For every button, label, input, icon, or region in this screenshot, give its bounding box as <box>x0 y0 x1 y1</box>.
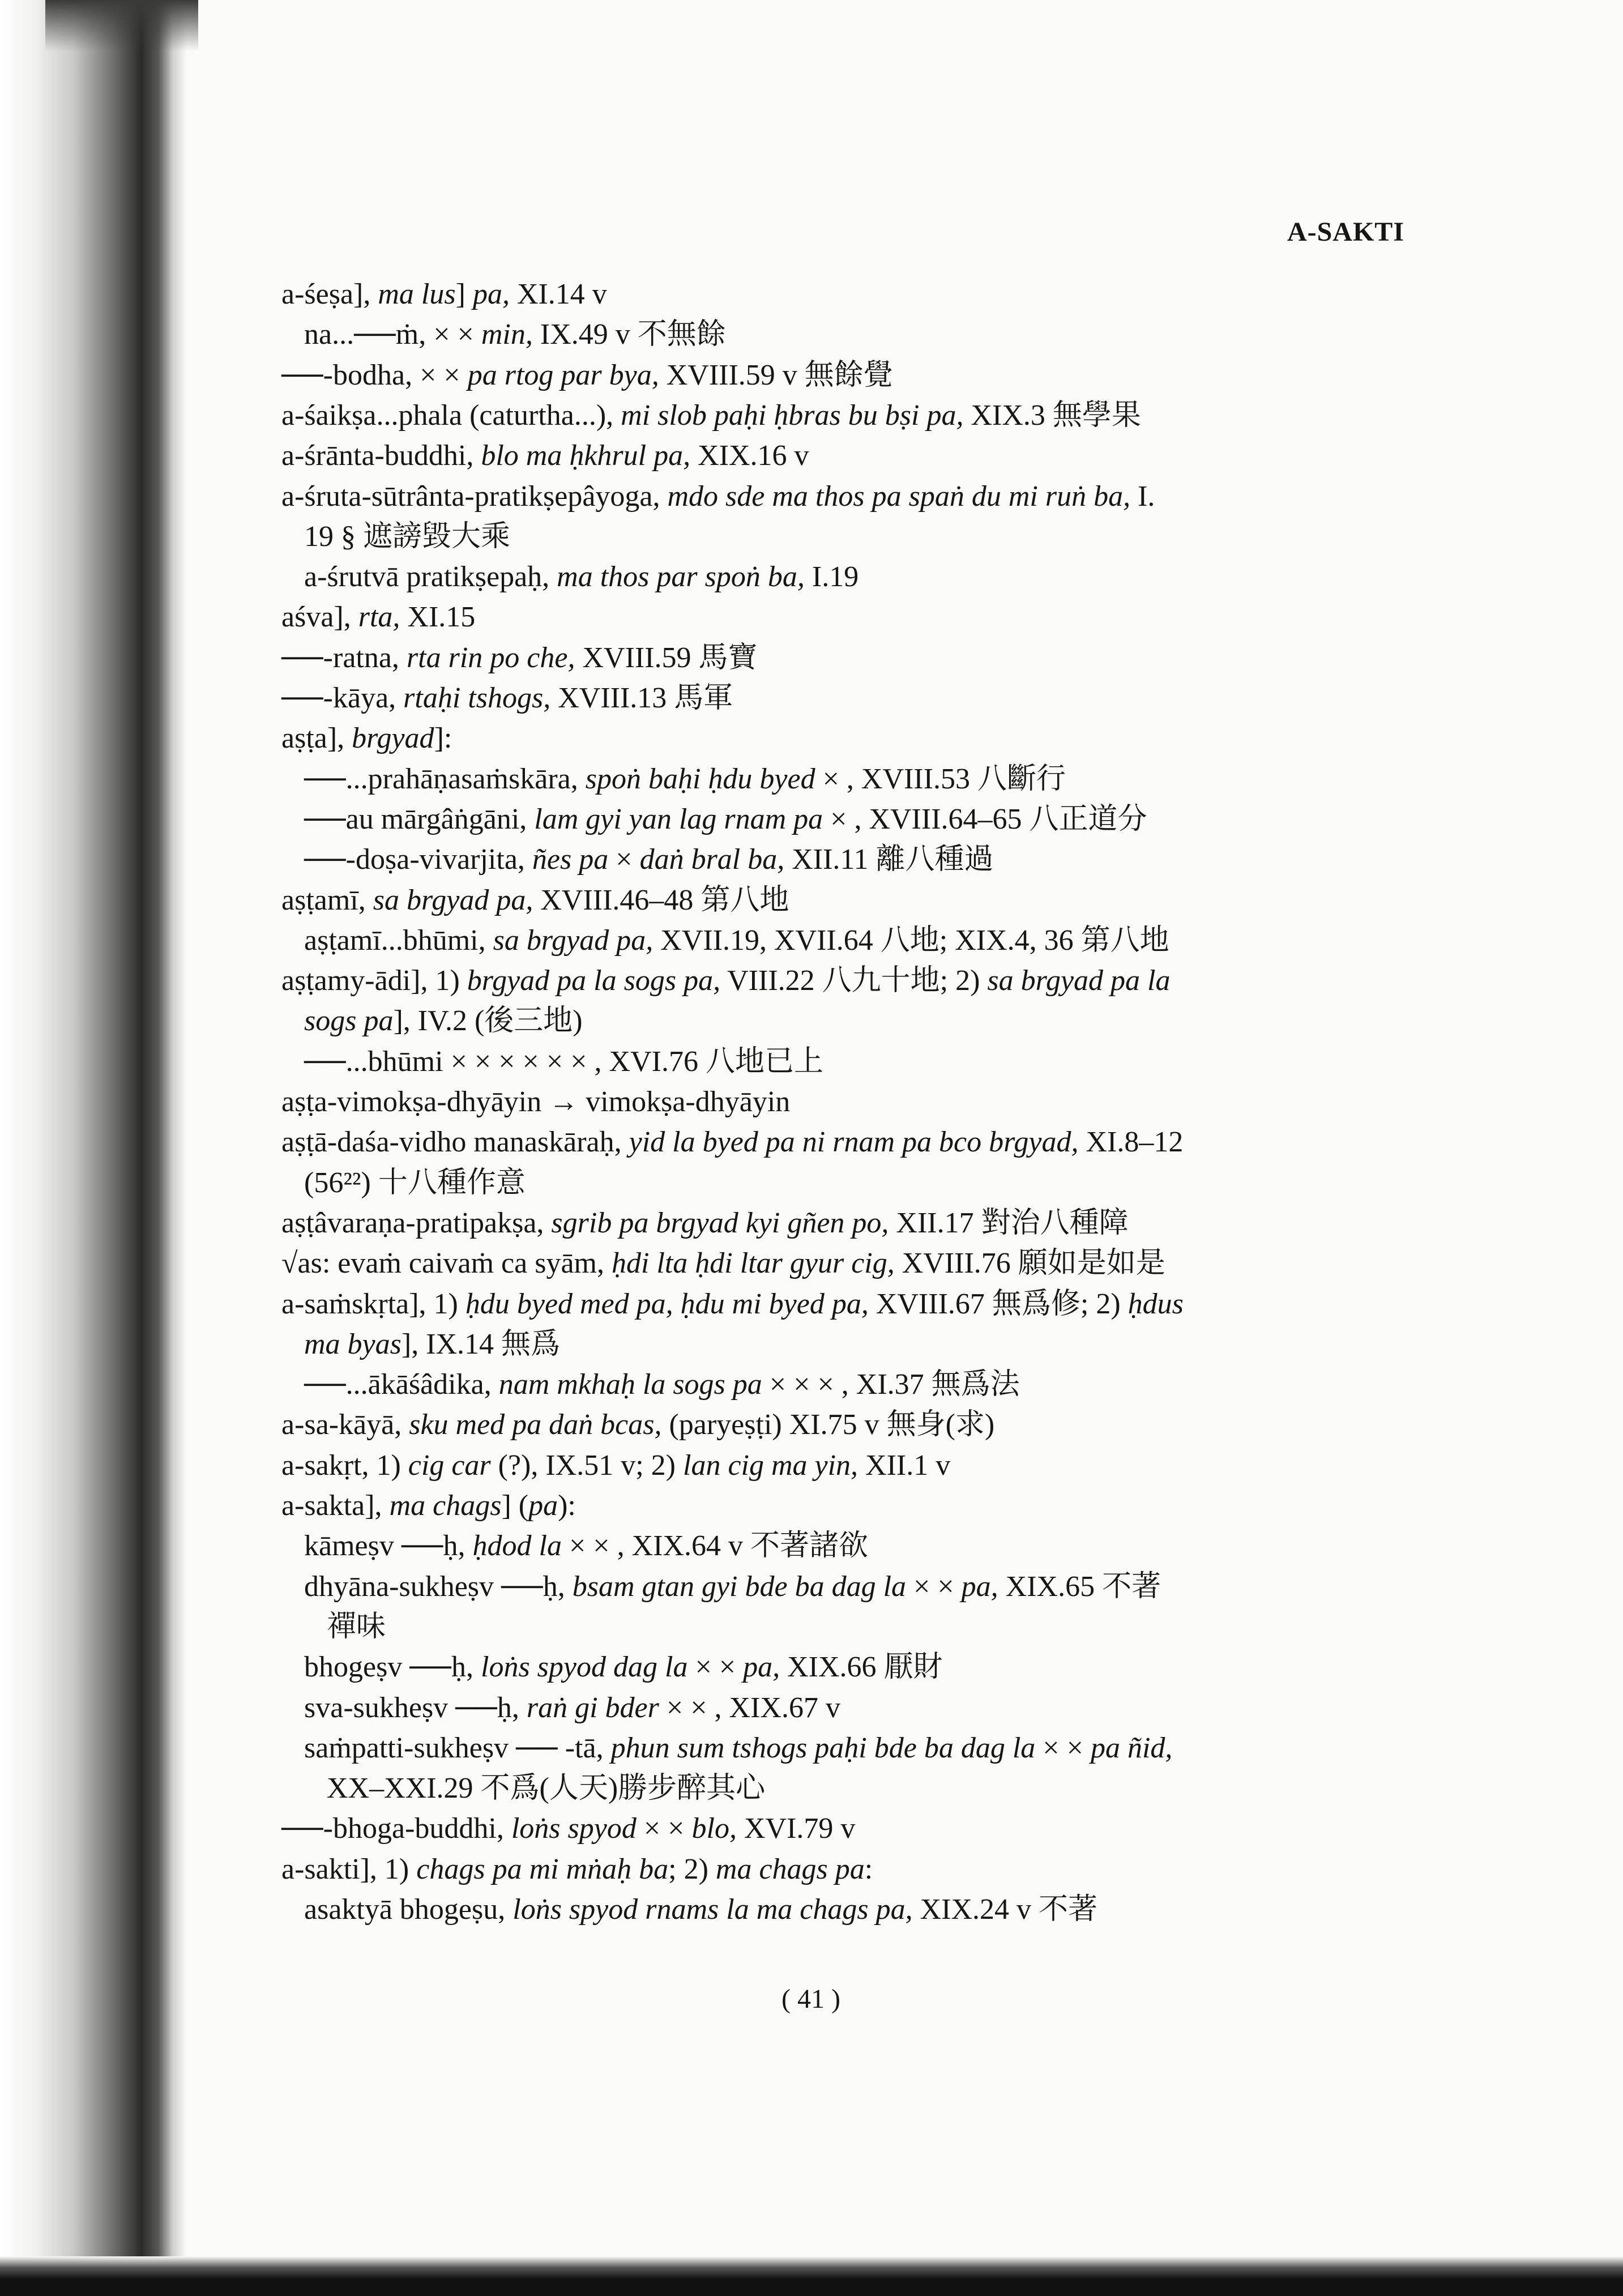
entry-line <box>304 1166 526 1200</box>
entry-text: IX.49 v 不無餘 <box>532 318 726 351</box>
entry-line <box>281 1853 873 1887</box>
tibetan-equivalent: ḥdu byed med pa, ḥdu mi byed pa, <box>465 1288 869 1320</box>
entry-text: × × <box>1035 1732 1091 1764</box>
entry-text: × × <box>636 1812 692 1845</box>
entry-text: XII.1 v <box>858 1449 951 1482</box>
entry-text: ; 2) <box>668 1853 716 1885</box>
entry-text: XIX.66 厭財 <box>780 1651 943 1683</box>
tibetan-equivalent: rta rin po che, <box>406 642 575 674</box>
entry-text: XVIII.59 馬寶 <box>575 642 758 674</box>
tibetan-equivalent: ma byas <box>304 1328 402 1360</box>
tibetan-equivalent: sa brgyad pa, <box>493 924 654 957</box>
tibetan-equivalent: brgyad pa la sogs pa, <box>467 965 721 997</box>
entry-text: XVIII.13 馬軍 <box>550 682 733 714</box>
entry-line <box>304 318 726 352</box>
entry-text: ] ( <box>501 1490 529 1522</box>
entry-text: XIX.16 v <box>690 439 809 472</box>
entry-text: × , XVIII.64–65 八正道分 <box>823 803 1147 835</box>
entry-line <box>304 843 994 877</box>
entry-text: XI.8–12 <box>1078 1126 1184 1158</box>
entry-text: a-sakṛt, 1) <box>281 1449 408 1482</box>
entry-line <box>281 1408 994 1442</box>
entry-line <box>304 560 859 594</box>
entry-text: ──...ākāśâdika, <box>304 1368 499 1401</box>
tibetan-equivalent: mdo sde ma thos pa spaṅ du mi ruṅ ba, <box>667 480 1131 513</box>
tibetan-equivalent: pa, <box>743 1651 780 1683</box>
entry-text: ] <box>455 278 473 310</box>
entry-text: XIX.3 無學果 <box>963 399 1141 432</box>
entry-text: × × <box>687 1651 744 1683</box>
entry-text: aṣṭamī, <box>281 884 373 916</box>
entry-text: × × <box>906 1571 962 1603</box>
entry-text: XI.14 v <box>509 278 607 310</box>
entry-text: XII.17 對治八種障 <box>889 1207 1129 1239</box>
entry-text: aṣṭa-vimokṣa-dhyāyin → vimokṣa-dhyāyin <box>281 1086 791 1118</box>
entry-text: aṣṭa], <box>281 722 352 754</box>
entry-text: a-śrutvā pratikṣepaḥ, <box>304 561 557 593</box>
entry-line <box>304 1328 560 1362</box>
tibetan-equivalent: blo, <box>691 1812 737 1845</box>
entry-line <box>327 1772 765 1806</box>
entry-line <box>304 1691 840 1725</box>
entry-line <box>281 600 475 634</box>
tibetan-equivalent: chags pa mi mṅaḥ ba <box>416 1853 669 1885</box>
entry-line <box>281 480 1155 514</box>
entry-line <box>281 681 733 715</box>
entry-text: ──-kāya, <box>281 682 404 714</box>
entry-line <box>281 964 1171 998</box>
tibetan-equivalent: ñes pa <box>532 843 609 876</box>
entry-text: dhyāna-sukheṣv ──ḥ, <box>304 1571 573 1603</box>
entry-text: I. <box>1130 480 1155 513</box>
entry-line <box>304 1570 1161 1604</box>
entry-line <box>281 1247 1165 1281</box>
entry-text: (?), IX.51 v; 2) <box>490 1449 683 1482</box>
entry-text: ], IV.2 (後三地) <box>393 1005 583 1037</box>
entry-line <box>304 520 510 554</box>
entry-text: saṁpatti-sukheṣv ── -tā, <box>304 1732 611 1764</box>
entry-line <box>281 399 1141 433</box>
entry-line <box>281 1812 855 1846</box>
entry-line <box>281 1206 1129 1240</box>
entry-text: × , XVIII.53 八斷行 <box>815 763 1066 795</box>
entry-line <box>281 1287 1184 1321</box>
entry-text: I.19 <box>804 561 859 593</box>
entry-text: ], IX.14 無爲 <box>401 1328 561 1360</box>
entry-text: XVIII.67 無爲修; 2) <box>868 1288 1128 1320</box>
entry-text: a-śrānta-buddhi, <box>281 439 481 472</box>
entry-text: kāmeṣv ──ḥ, <box>304 1530 473 1562</box>
entry-text: aṣṭamy-ādi], 1) <box>281 965 467 997</box>
tibetan-equivalent: rta, <box>358 601 400 633</box>
entry-line <box>304 762 1066 796</box>
entry-line <box>304 1893 1097 1927</box>
entry-text: XX–XXI.29 不爲(人天)勝步醉其心 <box>327 1772 766 1804</box>
entry-text: na...──ṁ, × × <box>304 318 481 351</box>
tibetan-equivalent: sogs pa <box>304 1005 394 1037</box>
entry-text: XII.11 離八種過 <box>784 843 994 876</box>
tibetan-equivalent: lan cig ma yin, <box>683 1449 859 1482</box>
entry-line <box>304 1529 868 1563</box>
tibetan-equivalent: cig car <box>408 1449 491 1482</box>
entry-line <box>281 439 809 473</box>
tibetan-equivalent: raṅ gi bder <box>526 1692 659 1724</box>
entry-line <box>281 1125 1183 1159</box>
tibetan-equivalent: spoṅ baḥi ḥdu byed <box>585 763 815 795</box>
entry-text: 禪味 <box>327 1611 386 1643</box>
tibetan-equivalent: sku med pa daṅ bcas, <box>409 1409 662 1441</box>
entry-text: a-saṁskṛta], 1) <box>281 1288 465 1320</box>
entry-text: a-śruta-sūtrânta-pratikṣepâyoga, <box>281 480 668 513</box>
entry-text: a-sa-kāyā, <box>281 1409 409 1441</box>
entry-text: VIII.22 八九十地; 2) <box>720 965 988 997</box>
entry-text: ──...prahāṇasaṁskāra, <box>304 763 586 795</box>
entry-line <box>304 1650 943 1684</box>
entry-text: XVII.19, XVII.64 八地; XIX.4, 36 第八地 <box>653 924 1169 957</box>
tibetan-equivalent: ḥdi lta ḥdi ltar gyur cig, <box>611 1247 895 1279</box>
tibetan-equivalent: pa <box>528 1490 558 1522</box>
entry-text: ──-doṣa-vivarjita, <box>304 843 532 876</box>
entry-line <box>281 1449 950 1483</box>
entry-text: √as: evaṁ caivaṁ ca syām, <box>281 1247 612 1279</box>
entry-line <box>304 1004 583 1038</box>
entry-text: (56²²) 十八種作意 <box>304 1167 526 1199</box>
entry-text: ──-bodha, × × <box>281 359 468 391</box>
entry-text: × × , XIX.64 v 不著諸欲 <box>561 1530 869 1562</box>
entry-text: aśva], <box>281 601 358 633</box>
tibetan-equivalent: yid la byed pa ni rnam pa bco brgyad, <box>629 1126 1079 1158</box>
entry-text: a-sakta], <box>281 1490 390 1522</box>
entry-text: XVIII.46–48 第八地 <box>533 884 789 916</box>
tibetan-equivalent: bsam gtan gyi bde ba dag la <box>572 1571 907 1603</box>
entry-text: ──...bhūmi × × × × × × , XVI.76 八地已上 <box>304 1045 823 1078</box>
tibetan-equivalent: ma thos par spoṅ ba, <box>557 561 805 593</box>
entry-text: × × , XIX.67 v <box>659 1692 840 1724</box>
entry-text: aṣṭamī...bhūmi, <box>304 924 493 957</box>
entry-line <box>281 359 893 392</box>
tibetan-equivalent: sgrib pa brgyad kyi gñen po, <box>551 1207 889 1239</box>
tibetan-equivalent: loṅs spyod <box>511 1812 637 1845</box>
entry-text: asaktyā bhogeṣu, <box>304 1893 513 1926</box>
entry-text: ──-bhoga-buddhi, <box>281 1812 511 1845</box>
tibetan-equivalent: ḥdod la <box>472 1530 562 1562</box>
entry-text: XIX.65 不著 <box>998 1571 1161 1603</box>
tibetan-equivalent: ma lus <box>378 278 456 310</box>
entry-text: aṣṭâvaraṇa-pratipakṣa, <box>281 1207 552 1239</box>
entry-text: ): <box>558 1490 576 1522</box>
entry-line <box>304 924 1169 958</box>
tibetan-equivalent: pa, <box>472 278 510 310</box>
tibetan-equivalent: ma chags <box>389 1490 502 1522</box>
tibetan-equivalent: phun sum tshogs paḥi bde ba dag la <box>610 1732 1036 1764</box>
entry-text: XVIII.59 v 無餘覺 <box>659 359 893 391</box>
entry-text: XI.15 <box>400 601 476 633</box>
entry-text: × <box>608 843 640 876</box>
tibetan-equivalent: ḥdus <box>1127 1288 1184 1320</box>
tibetan-equivalent: sa brgyad pa, <box>373 884 533 916</box>
entry-text: sva-sukheṣv ──ḥ, <box>304 1692 527 1724</box>
entry-text: ]: <box>434 722 452 754</box>
entry-line <box>281 278 607 311</box>
tibetan-equivalent: ma chags pa <box>715 1853 865 1885</box>
entry-text: (paryeṣṭi) XI.75 v 無身(求) <box>661 1409 995 1441</box>
entry-line <box>304 1045 823 1079</box>
tibetan-equivalent: mi slob paḥi ḥbras bu bṣi pa, <box>621 399 964 432</box>
tibetan-equivalent: brgyad <box>352 722 434 754</box>
tibetan-equivalent: nam mkhaḥ la sogs pa <box>498 1368 762 1401</box>
entry-text: 19 § 遮謗毀大乘 <box>304 520 511 553</box>
entry-text: XVIII.76 願如是如是 <box>894 1247 1165 1279</box>
entry-line <box>327 1610 386 1644</box>
entry-text: XIX.24 v 不著 <box>912 1893 1098 1926</box>
tibetan-equivalent: loṅs spyod dag la <box>481 1651 688 1683</box>
entry-text: a-sakti], 1) <box>281 1853 417 1885</box>
tibetan-equivalent: daṅ bral ba, <box>639 843 785 876</box>
entry-line <box>304 1731 1172 1765</box>
tibetan-equivalent: pa, <box>961 1571 998 1603</box>
entry-line <box>281 1085 790 1119</box>
running-header: A-SAKTI <box>1287 217 1404 247</box>
entry-text: : <box>864 1853 873 1885</box>
entry-text: bhogeṣv ──ḥ, <box>304 1651 481 1683</box>
entry-line <box>304 1368 1020 1402</box>
tibetan-equivalent: loṅs spyod rnams la ma chags pa, <box>512 1893 913 1926</box>
entry-text: XVI.79 v <box>736 1812 856 1845</box>
entry-line <box>281 641 758 675</box>
entry-line <box>281 884 789 917</box>
tibetan-equivalent: lam gyi yan lag rnam pa <box>534 803 823 835</box>
entry-line <box>281 1489 576 1523</box>
tibetan-equivalent: pa rtog par bya, <box>467 359 659 391</box>
tibetan-equivalent: sa brgyad pa la <box>987 965 1171 997</box>
entry-text: aṣṭā-daśa-vidho manaskāraḥ, <box>281 1126 629 1158</box>
tibetan-equivalent: blo ma ḥkhrul pa, <box>481 439 691 472</box>
page-number: ( 41 ) <box>781 1984 840 2014</box>
entry-text: a-śeṣa], <box>281 278 378 310</box>
entry-line <box>281 722 452 756</box>
entry-text: ──au mārgâṅgāni, <box>304 803 535 835</box>
entry-text: a-śaikṣa...phala (caturtha...), <box>281 399 621 432</box>
tibetan-equivalent: rtaḥi tshogs, <box>403 682 551 714</box>
tibetan-equivalent: min, <box>481 318 533 351</box>
entry-text: ──-ratna, <box>281 642 407 674</box>
entry-text: × × × , XI.37 無爲法 <box>762 1368 1020 1401</box>
entry-line <box>304 803 1147 837</box>
tibetan-equivalent: pa ñid, <box>1090 1732 1173 1764</box>
